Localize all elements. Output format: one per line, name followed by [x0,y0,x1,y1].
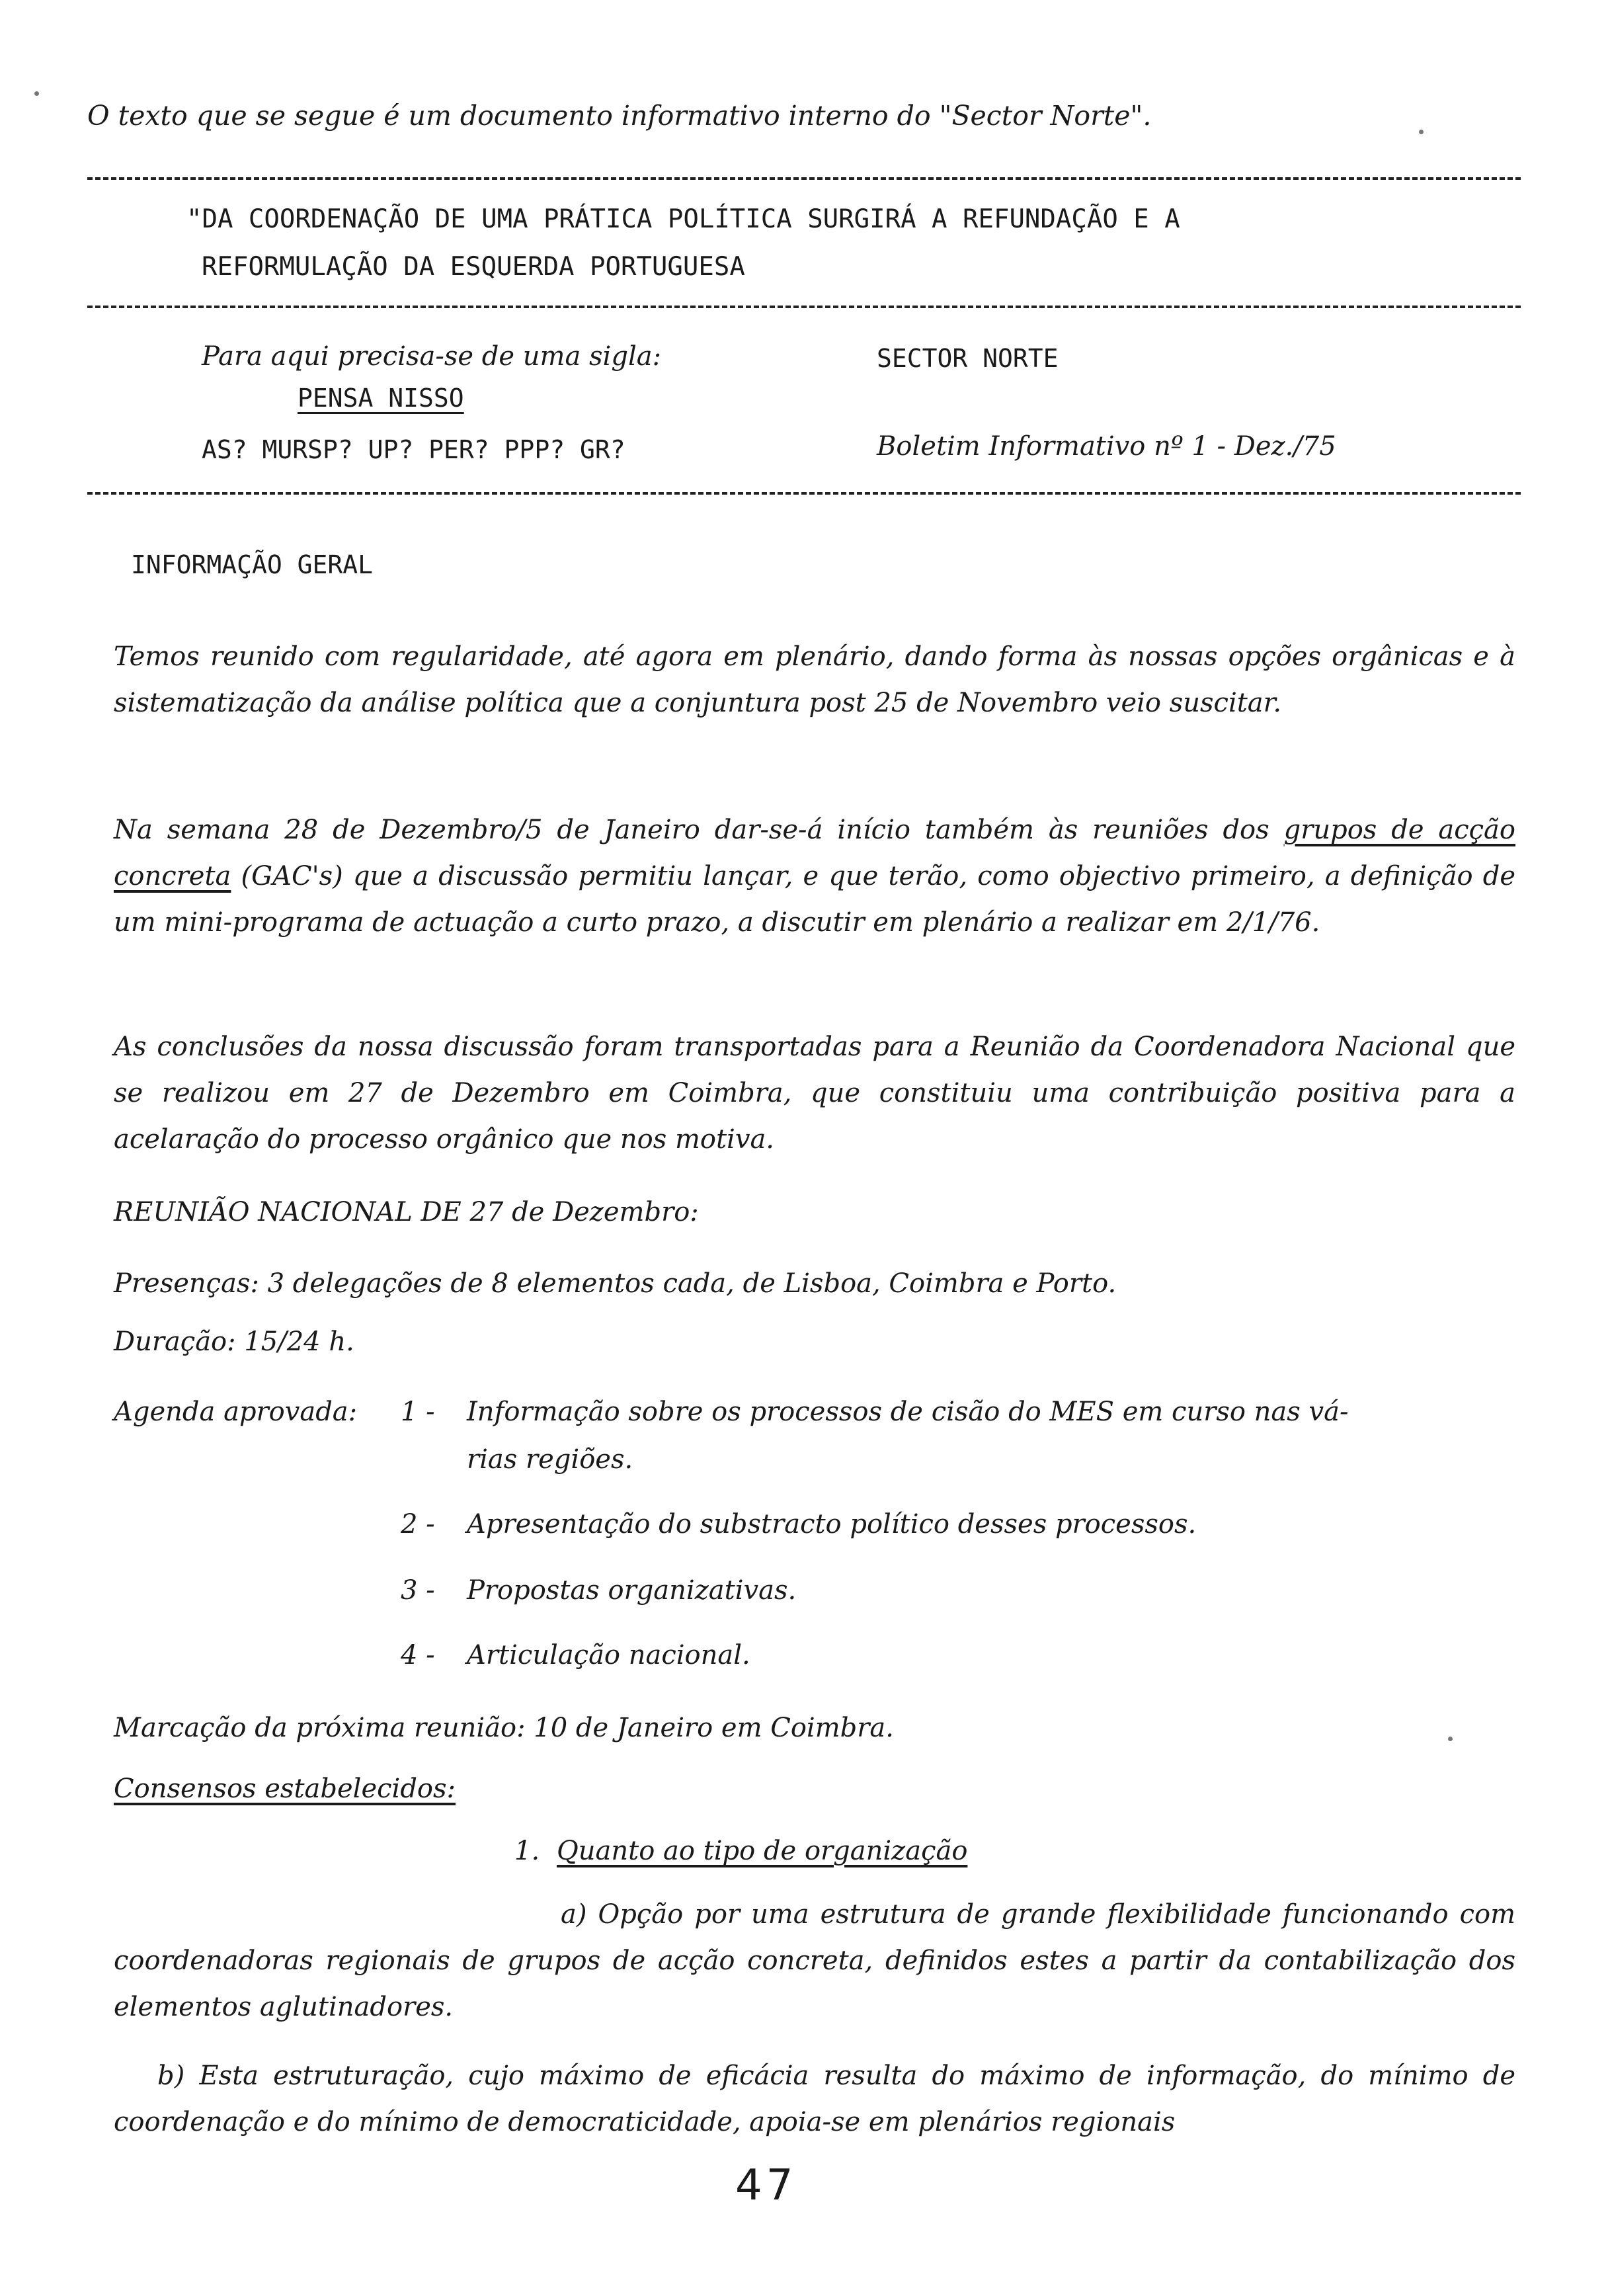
divider-top [87,177,1521,180]
gac-term: grupos de acção concreta [114,815,1515,891]
paragraph-2-after: (GAC's) que a discussão permitiu lançar, e que terão, como objectivo primeiro, a definição de um mini-programa de actuação a curto prazo, a discutir em plenário a realizar em 2/1/76. [114,861,1515,938]
consensus-subtitle: Quanto ao tipo de organização [557,1836,968,1866]
consensus-title: Consensos estabelecidos: [114,1774,456,1804]
scan-speck [1448,1737,1453,1741]
page-number: 47 [735,2161,797,2210]
agenda-item-1-num: 1 - [401,1397,435,1427]
agenda-item-4-text: Articulação nacional. [467,1640,750,1670]
sigla-options: AS? MURSP? UP? PER? PPP? GR? [202,435,625,464]
sigla-request: Para aqui precisa-se de uma sigla: [202,341,662,372]
agenda-item-4-num: 4 - [401,1640,435,1670]
bulletin-info: Boletim Informativo nº 1 - Dez./75 [877,431,1336,462]
sector-name: SECTOR NORTE [877,344,1059,373]
divider-headline [87,306,1521,308]
headline-line-2: REFORMULAÇÃO DA ESQUERDA PORTUGUESA [202,252,745,282]
consensus-subtitle-num: 1. [514,1836,540,1866]
consensus-item-b: b) Esta estruturação, cujo máximo de eficácia resulta do máximo de informação, do mínimo de coordenação e do mínimo de democraticidade, apoia-se em plenários regionais [114,2061,1515,2137]
paragraph-3: As conclusões da nossa discussão foram transportadas para a Reunião da Coordenadora Nacional que se realizou em 27 de Dezembro em Coimbra, que constituiu uma contribuição positiva para a acelaração do processo orgânico que nos motiva. [114,1032,1515,1155]
agenda-item-2-text: Apresentação do substracto político desses processos. [467,1509,1197,1539]
paragraph-2 [114,807,1515,946]
consensus-item-a: a) Opção por uma estrutura de grande flexibilidade funcionando com coordenadoras regionais de grupos de acção concreta, definidos estes a partir da contabilização dos elementos aglutinadores. [114,1899,1515,2022]
agenda-item-3-num: 3 - [401,1575,435,1606]
divider-header-box [87,492,1521,495]
paragraph-1: Temos reunido com regularidade, até agora em plenário, dando forma às nossas opções orgânicas e à sistematização da análise política que a conjuntura post 25 de Novembro veio suscitar. [114,641,1515,718]
scan-speck [1419,130,1424,134]
meeting-title: REUNIÃO NACIONAL DE 27 de Dezembro: [114,1197,699,1227]
paragraph-2-before: Na semana 28 de Dezembro/5 de Janeiro dar-se-á início também às reuniões dos [114,815,1284,845]
meeting-duration: Duração: 15/24 h. [114,1327,354,1357]
agenda-label: Agenda aprovada: [114,1397,358,1427]
meeting-presences: Presenças: 3 delegações de 8 elementos cada, de Lisboa, Coimbra e Porto. [114,1268,1117,1299]
section-title: INFORMAÇÃO GERAL [131,550,374,579]
headline-line-1: "DA COORDENAÇÃO DE UMA PRÁTICA POLÍTICA SURGIRÁ A REFUNDAÇÃO E A [186,204,1180,234]
agenda-item-3-text: Propostas organizativas. [467,1575,797,1606]
intro-line: O texto que se segue é um documento informativo interno do "Sector Norte". [87,100,1152,132]
agenda-item-2-num: 2 - [401,1509,435,1539]
agenda-item-1-cont: rias regiões. [467,1444,633,1475]
sigla-prompt: PENSA NISSO [298,384,464,413]
next-meeting: Marcação da próxima reunião: 10 de Janeiro em Coimbra. [114,1713,894,1743]
scan-speck [34,91,39,96]
agenda-item-1-text: Informação sobre os processos de cisão do MES em curso nas vá- [467,1397,1349,1427]
